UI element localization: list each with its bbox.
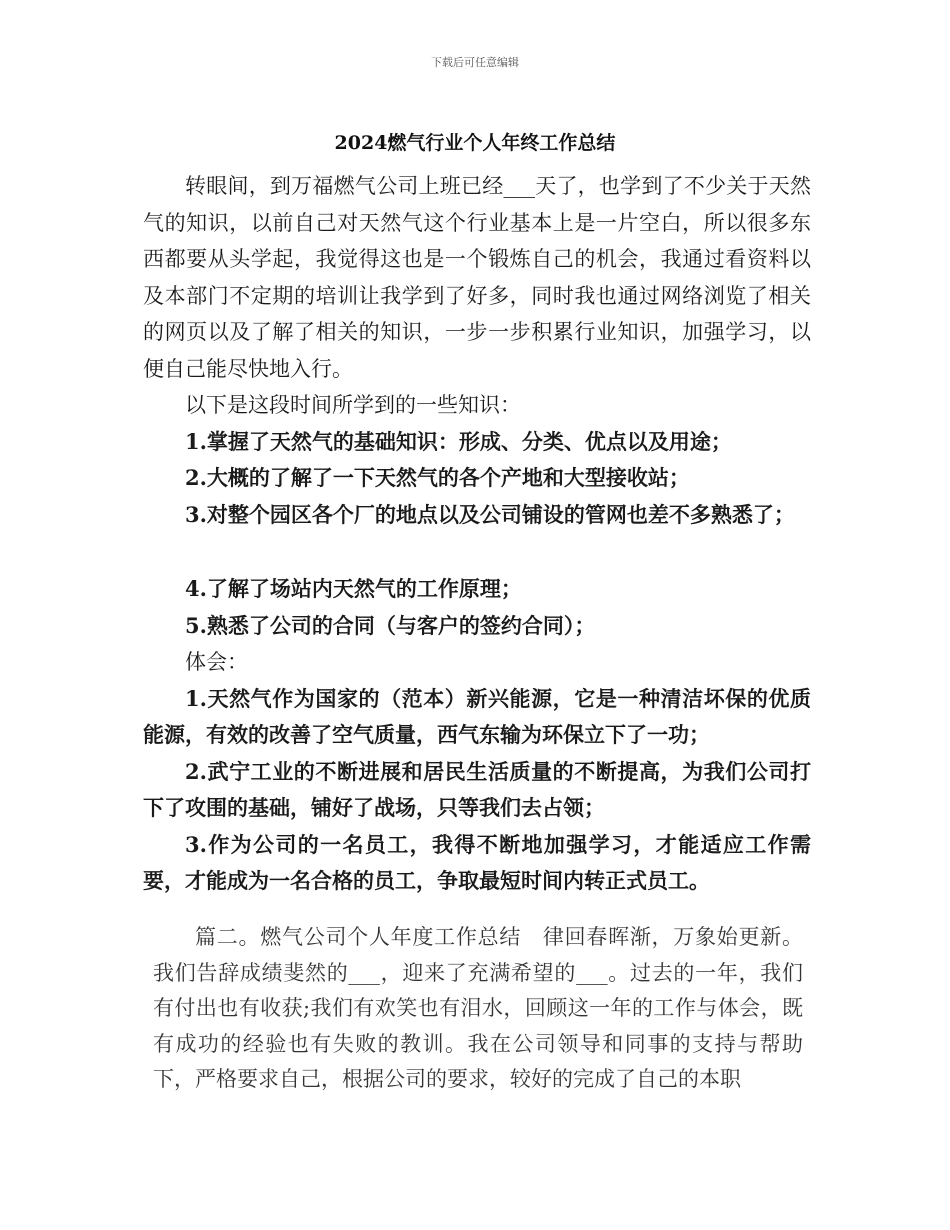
document-title: 2024燃气行业个人年终工作总结 <box>334 132 616 154</box>
learned-item: 4.了解了场站内天然气的工作原理； <box>185 576 522 601</box>
learned-item: 5.熟悉了公司的合同（与客户的签约合同）； <box>185 612 596 638</box>
insight-item: 2.武宁工业的不断进展和居民生活质量的不断提高，为我们公司打下了攻围的基础，铺好了战场，只等我们去占领； <box>143 758 811 820</box>
insights-label: 体会： <box>185 650 248 674</box>
section-two <box>153 920 803 1098</box>
learned-item: 1.掌握了天然气的基础知识：形成、分类、优点以及用途； <box>185 428 732 454</box>
page-header: 下载后可任意编辑 <box>431 56 519 69</box>
learned-intro: 以下是这段时间所学到的一些知识： <box>185 393 521 417</box>
learned-item: 3.对整个园区各个厂的地点以及公司铺设的管网也差不多熟悉了； <box>185 501 795 527</box>
main-content <box>143 168 811 900</box>
learned-item: 2.大概的了解了一下天然气的各个产地和大型接收站； <box>185 465 690 490</box>
intro-paragraph: 转眼间，到万福燃气公司上班已经___天了，也学到了不少关于天然气的知识，以前自己对天然气这个行业基本上是一片空白，所以很多东西都要从头学起，我觉得这也是一个锻炼自己的机会，我通过看资料以及本部门不定期的培训让我学到了好多，同时我也通过网络浏览了相关的网页以及了解了相关的知识，一步一步积累行业知识，加强学习，以便自己能尽快地入行。 <box>143 174 811 381</box>
insight-item: 3.作为公司的一名员工，我得不断地加强学习，才能适应工作需要，才能成为一名合格的员工，争取最短时间内转正式员工。 <box>143 831 811 893</box>
insight-item: 1.天然气作为国家的（范本）新兴能源，它是一种清洁坏保的优质能源，有效的改善了空气质量，西气东输为环保立下了一功； <box>143 685 811 747</box>
section-two-paragraph: 篇二。燃气公司个人年度工作总结 律回春晖渐，万象始更新。我们告辞成绩斐然的___，迎来了充满希望的___。过去的一年，我们有付出也有收获;我们有欢笑也有泪水，回顾这一年的工作与体会，既有成功的经验也有失败的教训。我在公司领导和同事的支持与帮助下，严格要求自己，根据公司的要求，较好的完成了自己的本职 <box>153 925 803 1091</box>
blank-line <box>143 533 811 571</box>
